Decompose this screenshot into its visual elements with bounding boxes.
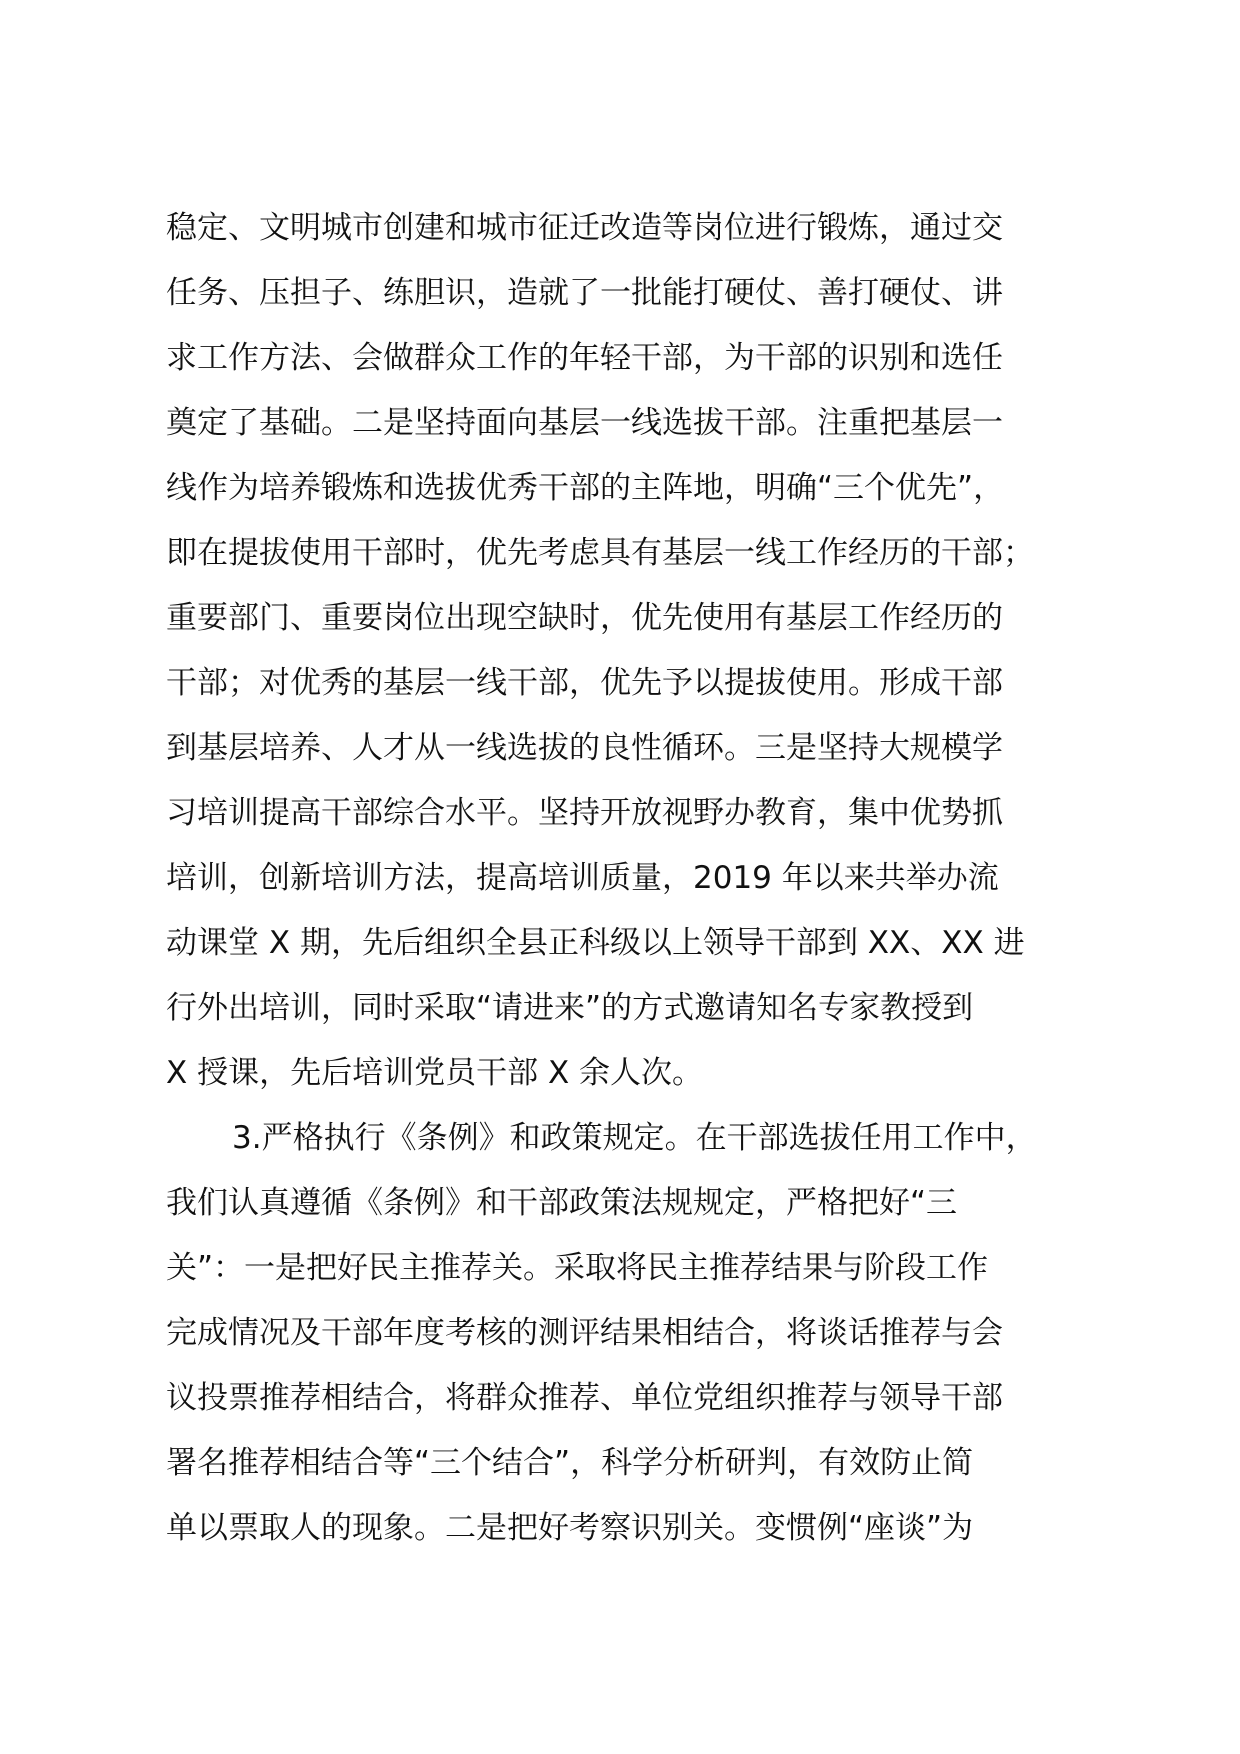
text-line: 求工作方法、会做群众工作的年轻干部，为干部的识别和选任 bbox=[166, 340, 1003, 376]
text-line: 任务、压担子、练胆识，造就了一批能打硬仗、善打硬仗、讲 bbox=[166, 275, 1003, 311]
text-line: 我们认真遵循《条例》和干部政策法规规定，严格把好“三 bbox=[166, 1185, 958, 1221]
text-line: 关”：一是把好民主推荐关。采取将民主推荐结果与阶段工作 bbox=[166, 1250, 989, 1286]
text-line: 培训，创新培训方法，提高培训质量，2019 年以来共举办流 bbox=[166, 860, 999, 896]
text-line: 稳定、文明城市创建和城市征迁改造等岗位进行锻炼，通过交 bbox=[166, 210, 1003, 246]
text-line: X 授课，先后培训党员干部 X 余人次。 bbox=[166, 1055, 704, 1091]
text-line: 议投票推荐相结合，将群众推荐、单位党组织推荐与领导干部 bbox=[166, 1380, 1003, 1416]
text-line: 单以票取人的现象。二是把好考察识别关。变惯例“座谈”为 bbox=[166, 1510, 974, 1546]
text-line: 完成情况及干部年度考核的测评结果相结合，将谈话推荐与会 bbox=[166, 1315, 1003, 1351]
text-line: 干部；对优秀的基层一线干部，优先予以提拔使用。形成干部 bbox=[166, 665, 1003, 701]
text-line: 习培训提高干部综合水平。坚持开放视野办教育，集中优势抓 bbox=[166, 795, 1003, 831]
text-line: 行外出培训，同时采取“请进来”的方式邀请知名专家教授到 bbox=[166, 990, 974, 1026]
body-text bbox=[166, 196, 1126, 1561]
text-line: 线作为培养锻炼和选拔优秀干部的主阵地，明确“三个优先”， bbox=[166, 470, 1005, 506]
text-line: 即在提拔使用干部时，优先考虑具有基层一线工作经历的干部； bbox=[166, 535, 1034, 571]
text-line: 到基层培养、人才从一线选拔的良性循环。三是坚持大规模学 bbox=[166, 730, 1003, 766]
text-line: 重要部门、重要岗位出现空缺时，优先使用有基层工作经历的 bbox=[166, 600, 1003, 636]
section-heading-line: 3.严格执行《条例》和政策规定。在干部选拔任用工作中， bbox=[232, 1120, 1037, 1156]
text-line: 奠定了基础。二是坚持面向基层一线选拔干部。注重把基层一 bbox=[166, 405, 1003, 441]
text-line: 署名推荐相结合等“三个结合”，科学分析研判，有效防止简 bbox=[166, 1445, 974, 1481]
text-line: 动课堂 X 期，先后组织全县正科级以上领导干部到 XX、XX 进 bbox=[166, 925, 1025, 961]
